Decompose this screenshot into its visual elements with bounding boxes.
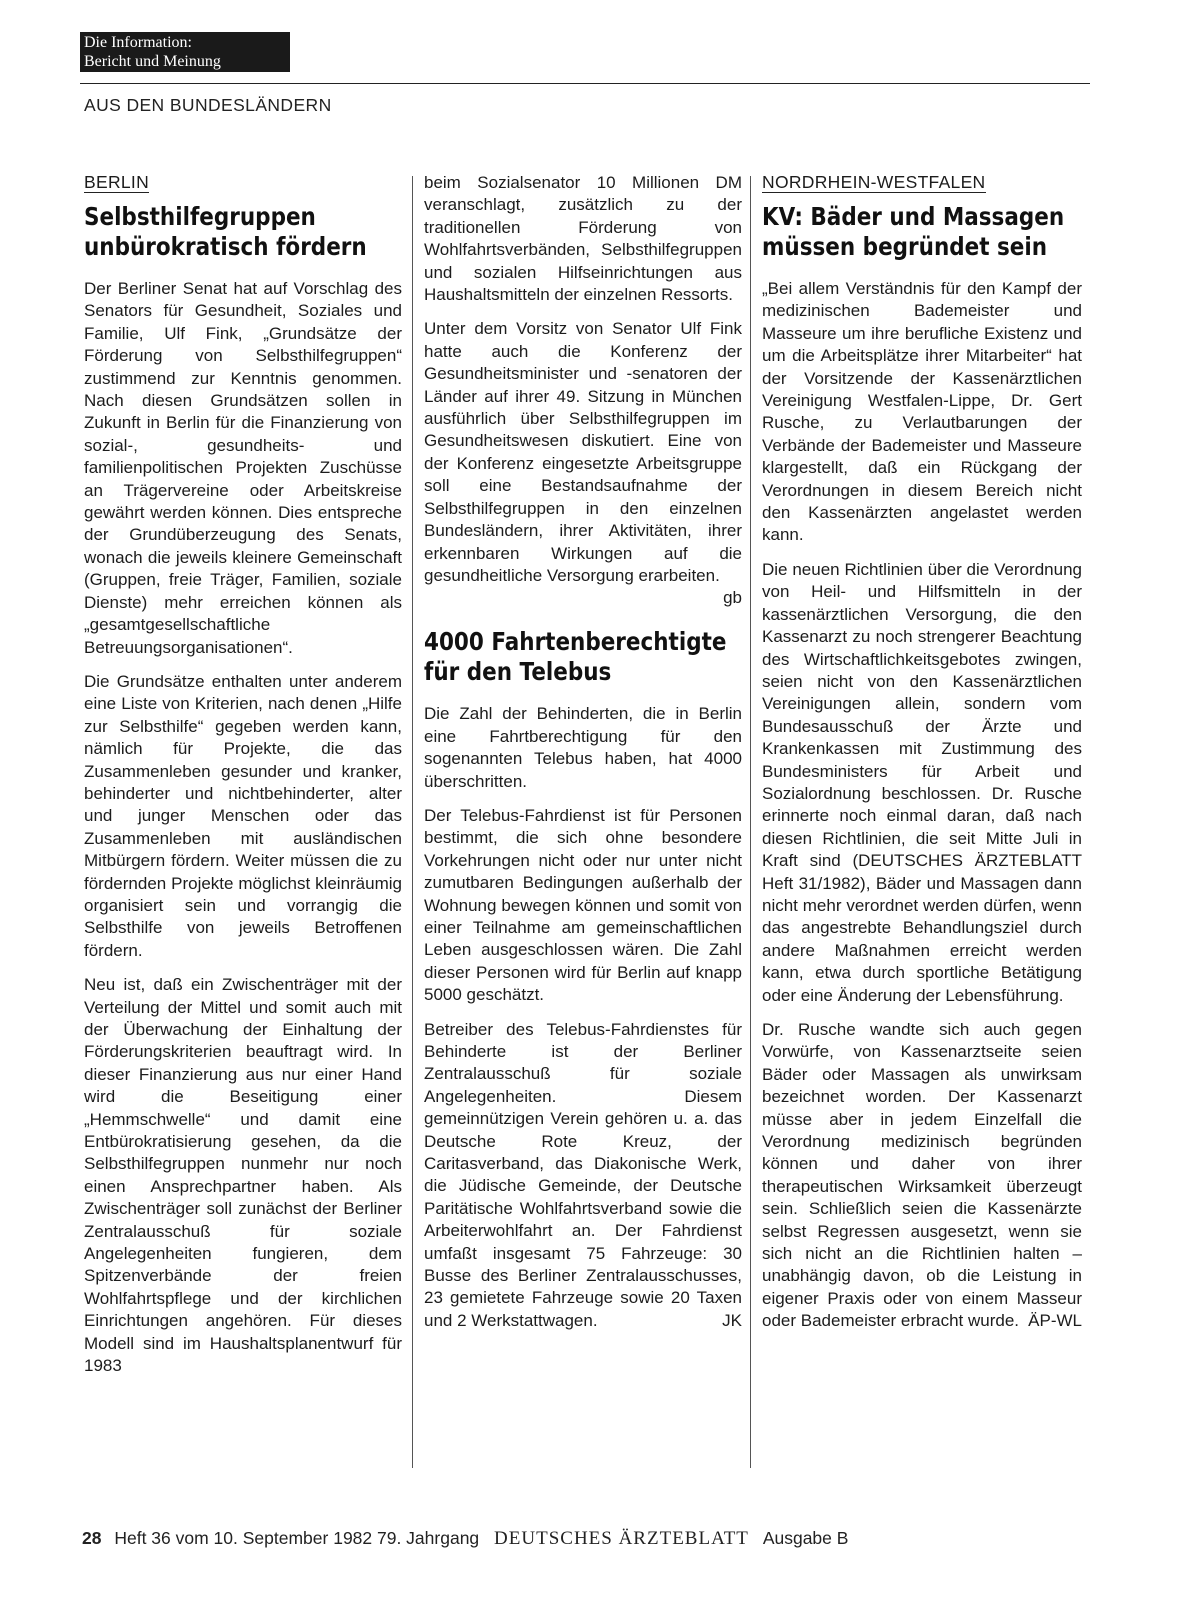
journal-title: DEUTSCHES ÄRZTEBLATT <box>494 1528 749 1549</box>
region-label-berlin: BERLIN <box>84 172 150 192</box>
masthead-line-2: Bericht und Meinung <box>84 53 221 70</box>
issue-info: Heft 36 vom 10. September 1982 79. Jahrgang <box>114 1528 480 1548</box>
author-signature: JK <box>722 1310 742 1330</box>
region-label-nrw: NORDRHEIN-WESTFALEN <box>762 172 986 192</box>
headline-line: Selbsthilfegruppen <box>84 202 316 231</box>
column-1 <box>84 172 402 1390</box>
paragraph-text: Dr. Rusche wandte sich auch gegen Vorwürfe, von Kassenarztseite seien Bäder oder Massagen als unwirksam bezeichnet worden. Der Kassenarzt müsse aber in jedem Einzelfall die Verordnung medizinisch begründen können und daher von ihrer therapeutischen Wirksamkeit überzeugt sein. Schließlich seien die Kassenärzte selbst Regressen ausgesetzt, wenn sie sich nicht an die Richtlinien halten – unabhängig davon, ob die Leistung in eigener Praxis oder von einem Masseur oder Bademeister erbracht wurde. <box>762 1020 1082 1331</box>
author-signature: ÄP-WL <box>1028 1311 1082 1331</box>
top-rule <box>80 83 1090 84</box>
column-2 <box>424 172 742 1344</box>
paragraph: Der Telebus-Fahrdienst ist für Personen bestimmt, die sich ohne besondere Vorkehrungen nicht oder nur unter nicht zumutbaren Bedingungen außerhalb der Wohnung bewegen können und somit von einer Teilnahme am gemeinschaftlichen Leben ausgeschlossen wären. Die Zahl dieser Personen wird für Berlin auf knapp 5000 geschätzt. <box>424 805 742 1005</box>
paragraph: Die Grundsätze enthalten unter anderem eine Liste von Kriterien, nach denen „Hilfe zur Selbsthilfe“ gegeben werden kann, nämlich für Projekte, die das Zusammenleben gesunder und kranker, behinderter und nichtbehinderter, alter und junger Menschen oder das Zusammenleben mit ausländischen Mitbürgern fördern. Weiter müssen die zu fördernden Projekte möglichst kleinräumig organisiert sein und vorrangig die Selbsthilfe von jeweils Betroffenen fördern. <box>84 671 402 960</box>
paragraph-text: Unter dem Vorsitz von Senator Ulf Fink hatte auch die Konferenz der Gesundheitsminister und -senatoren der Länder auf ihrer 49. Sitzung in München ausführlich über Selbsthilfegruppen im Gesundheitswesen diskutiert. Eine von der Konferenz eingesetzte Arbeitsgruppe soll eine Bestandsaufnahme der Selbsthilfegruppen in den einzelnen Bundesländern, ihrer Aktivitäten, ihrer erkennbaren Wirkungen auf die gesundheitliche Versorgung erarbeiten. <box>424 319 742 585</box>
paragraph-text: Betreiber des Telebus-Fahrdienstes für Behinderte ist der Berliner Zentralausschuß für soziale Angelegenheiten. Diesem gemeinnützigen Verein gehören u. a. das Deutsche Rote Kreuz, der Caritasverband, das Diakonische Werk, die Jüdische Gemeinde, der Deutsche Paritätische Wohlfahrtsverband sowie die Arbeiterwohlfahrt an. Der Fahrdienst umfaßt insgesamt 75 Fahrzeuge: 30 Busse des Berliner Zentralausschusses, 23 gemietete Fahrzeuge sowie 20 Taxen und 2 Werkstattwagen. <box>424 1019 742 1330</box>
masthead <box>80 32 290 72</box>
masthead-line-1: Die Information: <box>84 34 192 51</box>
paragraph-with-signature <box>762 1019 1082 1333</box>
headline-line: KV: Bäder und Massagen <box>762 202 1065 231</box>
headline-kv-baeder <box>762 202 1080 262</box>
column-divider <box>750 176 751 1468</box>
paragraph: Die neuen Richtlinien über die Verordnung von Heil- und Hilfsmitteln in der kassenärztlichen Versorgung, die den Kassenarzt zu noch strengerer Beachtung des Wirtschaftlichkeitsgebotes zwingen, seien nicht von den Kassenärztlichen Vereinigungen allein, sondern vom Bundesausschuß der Ärzte und Krankenkassen mit Zustimmung des Bundesministers für Arbeit und Sozialordnung beschlossen. Dr. Rusche erinnerte noch einmal daran, daß nach diesen Richtlinien, die seit Mitte Juli in Kraft sind (DEUTSCHES ÄRZTEBLATT Heft 31/1982), Bäder und Massagen dann nicht mehr verordnet werden dürfen, wenn das angestrebte Behandlungsziel durch andere Maßnahmen erreicht werden kann, etwa durch sportliche Betätigung oder eine Änderung der Lebensführung. <box>762 559 1082 1005</box>
page-footer <box>82 1528 848 1550</box>
paragraph: Der Berliner Senat hat auf Vorschlag des Senators für Gesundheit, Soziales und Familie, Ulf Fink, „Grundsätze der Förderung von Selbsthilfegruppen“ zustimmend zur Kenntnis genommen. Nach diesen Grundsätzen sollen in Zukunft in Berlin für die Finanzierung von sozial-, gesundheits- und familienpolitischen Projekten Zuschüsse an Trägervereine oder Arbeitskreise gewährt werden können. Dies entspreche der Grundüberzeugung des Senats, wonach die jeweils kleinere Gemeinschaft (Gruppen, freie Träger, Familien, soziale Dienste) mehr erreichen können als „gesamtgesellschaftliche Betreuungsorganisationen“. <box>84 279 402 657</box>
headline-telebus <box>424 627 742 687</box>
headline-line: unbürokratisch fördern <box>84 232 367 261</box>
column-divider <box>412 176 413 1468</box>
section-label: AUS DEN BUNDESLÄNDERN <box>84 95 332 115</box>
headline-line: müssen begründet sein <box>762 232 1048 261</box>
paragraph-with-signature <box>424 318 742 608</box>
headline-line: für den Telebus <box>424 657 612 687</box>
headline-line: 4000 Fahrtenberechtigte <box>424 627 727 657</box>
paragraph: beim Sozialsenator 10 Millionen DM veranschlagt, zusätzlich zu der traditionellen Förderung von Wohlfahrtsverbänden, Selbsthilfegruppen und sozialen Hilfseinrichtungen aus Haushaltsmitteln der einzelnen Ressorts. <box>424 173 742 305</box>
paragraph: „Bei allem Verständnis für den Kampf der medizinischen Bademeister und Masseure um ihre berufliche Existenz und um die Arbeitsplätze ihrer Mitarbeiter“ hat der Vorsitzende der Kassenärztlichen Vereinigung Westfalen-Lippe, Dr. Gert Rusche, zu Verlautbarungen der Verbände der Bademeister und Masseure klargestellt, daß ein Rückgang der Verordnungen in diesem Bereich nicht den Kassenärzten angelastet werden kann. <box>762 279 1082 545</box>
column-3 <box>762 172 1082 1345</box>
paragraph-with-signature <box>424 1019 742 1333</box>
paragraph: Die Zahl der Behinderten, die in Berlin eine Fahrtberechtigung für den sogenannten Telebus haben, hat 4000 überschritten. <box>424 704 742 791</box>
paragraph: Neu ist, daß ein Zwischenträger mit der Verteilung der Mittel und somit auch mit der Überwachung der Einhaltung der Förderungskriterien beauftragt wird. In dieser Finanzierung aus nur einer Hand wird die Beseitigung einer „Hemmschwelle“ und damit eine Entbürokratisierung gesehen, da die Selbsthilfegruppen nunmehr nur noch einen Ansprechpartner haben. Als Zwischenträger soll zunächst der Berliner Zentralausschuß für soziale Angelegenheiten fungieren, dem Spitzenverbände der freien Wohlfahrtspflege und der kirchlichen Einrichtungen angehören. Für dieses Modell sind im Haushaltsplanentwurf für 1983 <box>84 975 402 1376</box>
edition-label: Ausgabe B <box>762 1528 849 1548</box>
page-number: 28 <box>82 1528 102 1548</box>
headline-selbsthilfegruppen <box>84 202 402 262</box>
author-signature: gb <box>723 588 742 608</box>
